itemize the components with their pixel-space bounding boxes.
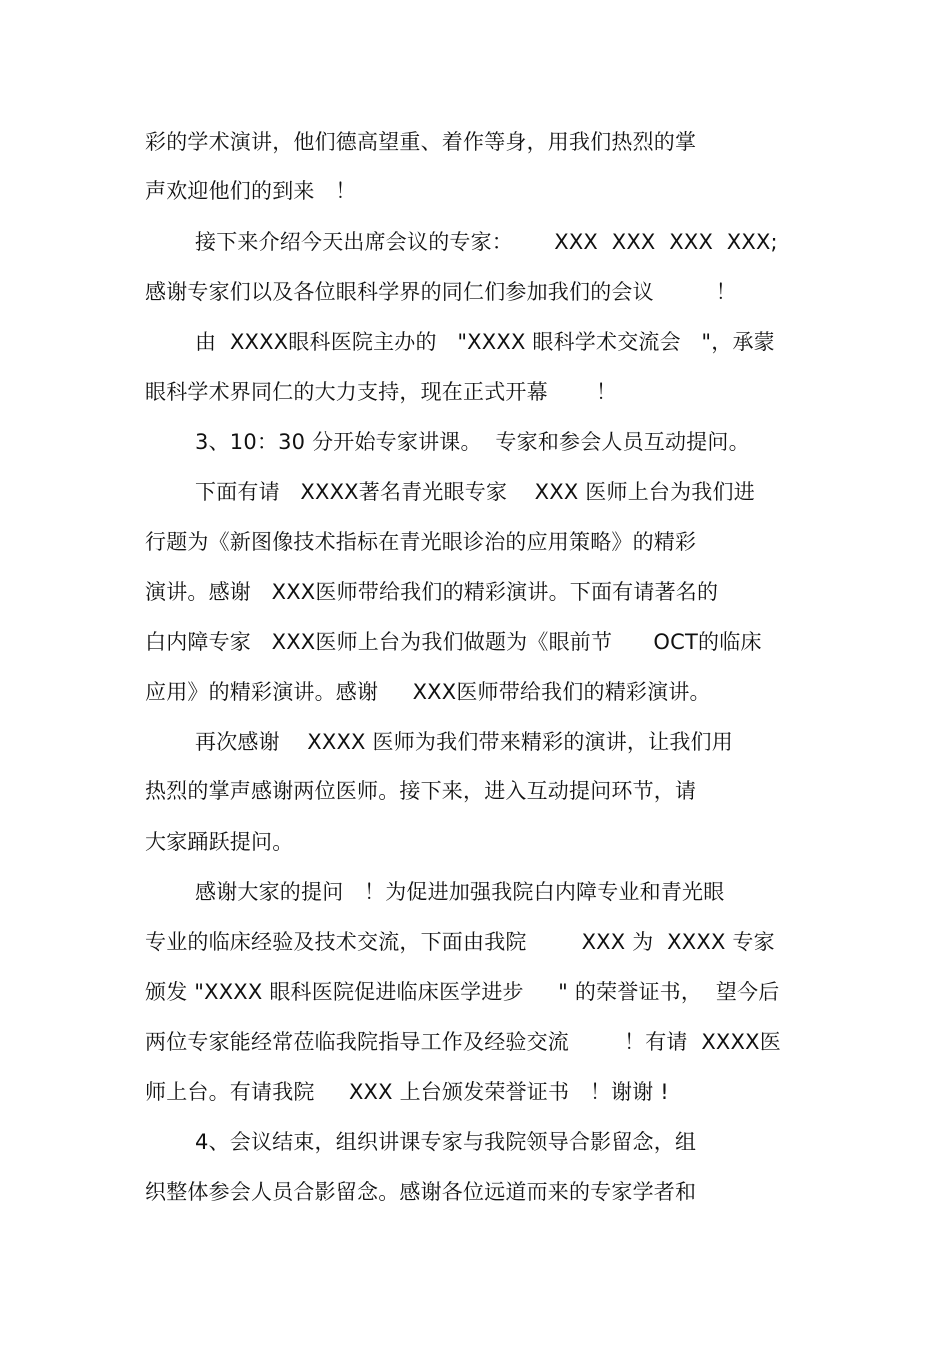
text-line: 彩的学术演讲，他们德高望重、着作等身，用我们热烈的掌 xyxy=(145,130,697,154)
text-line: 颁发 "XXXX 眼科医院促进临床医学进步 " 的荣誉证书， 望今后 xyxy=(145,980,780,1004)
text-line: 3、10：30 分开始专家讲课。 专家和参会人员互动提问。 xyxy=(195,430,750,454)
text-line: 白内障专家 XXX医师上台为我们做题为《眼前节 OCT的临床 xyxy=(145,630,762,654)
text-line: 大家踊跃提问。 xyxy=(145,830,294,854)
text-line: 热烈的掌声感谢两位医师。接下来，进入互动提问环节，请 xyxy=(145,779,697,803)
text-line: 演讲。感谢 XXX医师带给我们的精彩演讲。下面有请著名的 xyxy=(145,580,719,604)
text-line: 眼科学术界同仁的大力支持，现在正式开幕 ！ xyxy=(145,380,618,404)
text-line: 感谢专家们以及各位眼科学界的同仁们参加我们的会议 ！ xyxy=(145,280,737,304)
text-line: 师上台。有请我院 XXX 上台颁发荣誉证书 ！谢谢 ! xyxy=(145,1080,669,1104)
text-line: 接下来介绍今天出席会议的专家： XXX XXX XXX XXX; xyxy=(195,230,778,254)
text-line: 两位专家能经常莅临我院指导工作及经验交流 ！有请 XXXX医 xyxy=(145,1030,781,1054)
text-line: 应用》的精彩演讲。感谢 XXX医师带给我们的精彩演讲。 xyxy=(145,680,711,704)
text-line: 4、会议结束，组织讲课专家与我院领导合影留念，组 xyxy=(195,1130,697,1154)
text-line: 行题为《新图像技术指标在青光眼诊治的应用策略》的精彩 xyxy=(145,530,697,554)
text-line: 织整体参会人员合影留念。感谢各位远道而来的专家学者和 xyxy=(145,1180,697,1204)
text-line: 由 XXXX眼科医院主办的 "XXXX 眼科学术交流会 "，承蒙 xyxy=(195,330,775,354)
text-line: 专业的临床经验及技术交流，下面由我院 XXX 为 XXXX 专家 xyxy=(145,930,775,954)
text-line: 再次感谢 XXXX 医师为我们带来精彩的演讲，让我们用 xyxy=(195,730,733,754)
text-line: 声欢迎他们的到来 ！ xyxy=(145,179,357,203)
text-line: 下面有请 XXXX著名青光眼专家 XXX 医师上台为我们进 xyxy=(195,480,755,504)
text-line: 感谢大家的提问 ！为促进加强我院白内障专业和青光眼 xyxy=(195,880,725,904)
